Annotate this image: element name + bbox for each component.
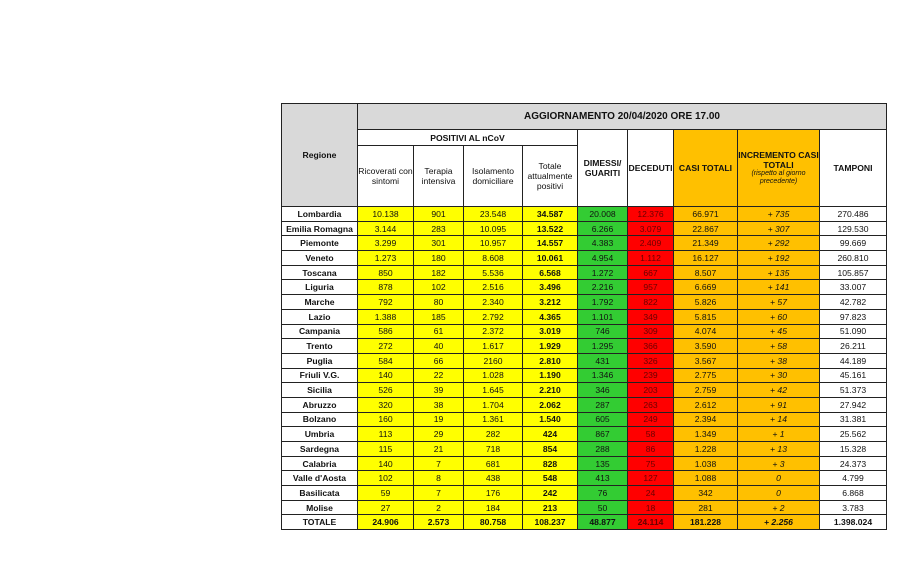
terapia-cell: 8 — [414, 471, 464, 486]
table-row — [282, 397, 887, 412]
dimessi-cell: 20.008 — [578, 207, 628, 222]
dimessi-cell: 1.346 — [578, 368, 628, 383]
totale-positivi-cell: 10.061 — [523, 251, 578, 266]
dimessi-cell: 48.877 — [578, 515, 628, 530]
region-cell: Campania — [282, 324, 358, 339]
ricoverati-cell: 792 — [358, 295, 414, 310]
totale-positivi-cell: 13.522 — [523, 221, 578, 236]
tamponi-cell: 51.090 — [820, 324, 887, 339]
incremento-cell: + 3 — [738, 456, 820, 471]
casi-totali-cell: 181.228 — [674, 515, 738, 530]
table-row — [282, 368, 887, 383]
deceduti-cell: 957 — [628, 280, 674, 295]
totale-positivi-cell: 34.587 — [523, 207, 578, 222]
casi-totali-cell: 21.349 — [674, 236, 738, 251]
casi-totali-cell: 1.349 — [674, 427, 738, 442]
totale-positivi-cell: 6.568 — [523, 265, 578, 280]
casi-totali-header: CASI TOTALI — [674, 130, 738, 207]
casi-totali-cell: 4.074 — [674, 324, 738, 339]
totale-positivi-header: Totale attualmente positivi — [523, 146, 578, 207]
dimessi-cell: 4.383 — [578, 236, 628, 251]
table-row — [282, 280, 887, 295]
table-row — [282, 339, 887, 354]
incremento-cell: + 307 — [738, 221, 820, 236]
terapia-cell: 29 — [414, 427, 464, 442]
deceduti-cell: 1.112 — [628, 251, 674, 266]
region-cell: Basilicata — [282, 486, 358, 501]
dimessi-cell: 346 — [578, 383, 628, 398]
ricoverati-cell: 3.299 — [358, 236, 414, 251]
incremento-cell: 0 — [738, 471, 820, 486]
casi-totali-cell: 16.127 — [674, 251, 738, 266]
totale-positivi-cell: 3.019 — [523, 324, 578, 339]
ricoverati-cell: 27 — [358, 500, 414, 515]
update-title: AGGIORNAMENTO 20/04/2020 ORE 17.00 — [358, 104, 887, 130]
ricoverati-cell: 526 — [358, 383, 414, 398]
totale-positivi-cell: 548 — [523, 471, 578, 486]
table-row — [282, 236, 887, 251]
deceduti-cell: 263 — [628, 397, 674, 412]
terapia-cell: 182 — [414, 265, 464, 280]
region-cell: Valle d'Aosta — [282, 471, 358, 486]
incremento-cell: + 2.256 — [738, 515, 820, 530]
tamponi-cell: 27.942 — [820, 397, 887, 412]
dimessi-cell: 1.101 — [578, 309, 628, 324]
table-row — [282, 412, 887, 427]
terapia-cell: 283 — [414, 221, 464, 236]
dimessi-cell: 1.295 — [578, 339, 628, 354]
casi-totali-cell: 6.669 — [674, 280, 738, 295]
dimessi-cell: 4.954 — [578, 251, 628, 266]
table-row — [282, 251, 887, 266]
incremento-cell: + 45 — [738, 324, 820, 339]
region-cell: TOTALE — [282, 515, 358, 530]
isolamento-cell: 8.608 — [464, 251, 523, 266]
isolamento-cell: 1.704 — [464, 397, 523, 412]
terapia-header: Terapia intensiva — [414, 146, 464, 207]
table-row — [282, 207, 887, 222]
dimessi-cell: 288 — [578, 442, 628, 457]
table-row — [282, 309, 887, 324]
incremento-note: (rispetto al giorno precedente) — [751, 170, 806, 185]
table-row — [282, 383, 887, 398]
deceduti-cell: 86 — [628, 442, 674, 457]
casi-totali-cell: 1.088 — [674, 471, 738, 486]
region-cell: Emilia Romagna — [282, 221, 358, 236]
totals-row — [282, 515, 887, 530]
tamponi-cell: 1.398.024 — [820, 515, 887, 530]
casi-totali-cell: 2.759 — [674, 383, 738, 398]
isolamento-cell: 2.516 — [464, 280, 523, 295]
terapia-cell: 80 — [414, 295, 464, 310]
isolamento-cell: 1.361 — [464, 412, 523, 427]
dimessi-cell: 2.216 — [578, 280, 628, 295]
ricoverati-cell: 1.273 — [358, 251, 414, 266]
totale-positivi-cell: 3.212 — [523, 295, 578, 310]
incremento-cell: + 30 — [738, 368, 820, 383]
terapia-cell: 21 — [414, 442, 464, 457]
region-cell: Sardegna — [282, 442, 358, 457]
deceduti-cell: 58 — [628, 427, 674, 442]
dimessi-cell: 1.272 — [578, 265, 628, 280]
totale-positivi-cell: 14.557 — [523, 236, 578, 251]
ricoverati-cell: 102 — [358, 471, 414, 486]
tamponi-cell: 270.486 — [820, 207, 887, 222]
region-cell: Abruzzo — [282, 397, 358, 412]
incremento-cell: + 14 — [738, 412, 820, 427]
table-row — [282, 486, 887, 501]
region-cell: Liguria — [282, 280, 358, 295]
incremento-cell: + 2 — [738, 500, 820, 515]
ricoverati-header: Ricoverati con sintomi — [358, 146, 414, 207]
incremento-cell: 0 — [738, 486, 820, 501]
ricoverati-cell: 320 — [358, 397, 414, 412]
tamponi-cell: 45.161 — [820, 368, 887, 383]
region-cell: Veneto — [282, 251, 358, 266]
totale-positivi-cell: 828 — [523, 456, 578, 471]
casi-totali-cell: 2.612 — [674, 397, 738, 412]
region-cell: Calabria — [282, 456, 358, 471]
isolamento-cell: 176 — [464, 486, 523, 501]
incremento-cell: + 141 — [738, 280, 820, 295]
casi-totali-cell: 22.867 — [674, 221, 738, 236]
deceduti-cell: 822 — [628, 295, 674, 310]
casi-totali-cell: 3.590 — [674, 339, 738, 354]
deceduti-cell: 12.376 — [628, 207, 674, 222]
totale-positivi-cell: 424 — [523, 427, 578, 442]
tamponi-cell: 26.211 — [820, 339, 887, 354]
terapia-cell: 66 — [414, 353, 464, 368]
terapia-cell: 185 — [414, 309, 464, 324]
region-cell: Toscana — [282, 265, 358, 280]
terapia-cell: 40 — [414, 339, 464, 354]
incremento-cell: + 1 — [738, 427, 820, 442]
isolamento-cell: 10.957 — [464, 236, 523, 251]
tamponi-cell: 129.530 — [820, 221, 887, 236]
incremento-cell: + 60 — [738, 309, 820, 324]
incremento-cell: + 735 — [738, 207, 820, 222]
ricoverati-cell: 586 — [358, 324, 414, 339]
dimessi-cell: 1.792 — [578, 295, 628, 310]
totale-positivi-cell: 3.496 — [523, 280, 578, 295]
incremento-cell: + 135 — [738, 265, 820, 280]
tamponi-cell: 15.328 — [820, 442, 887, 457]
isolamento-header: Isolamento domiciliare — [464, 146, 523, 207]
deceduti-cell: 75 — [628, 456, 674, 471]
terapia-cell: 901 — [414, 207, 464, 222]
totale-positivi-cell: 1.929 — [523, 339, 578, 354]
ricoverati-cell: 24.906 — [358, 515, 414, 530]
region-cell: Lombardia — [282, 207, 358, 222]
terapia-cell: 61 — [414, 324, 464, 339]
dimessi-cell: 76 — [578, 486, 628, 501]
tamponi-cell: 25.562 — [820, 427, 887, 442]
totale-positivi-cell: 2.210 — [523, 383, 578, 398]
tamponi-cell: 31.381 — [820, 412, 887, 427]
table-row — [282, 221, 887, 236]
table-row — [282, 442, 887, 457]
casi-totali-cell: 342 — [674, 486, 738, 501]
incremento-cell: + 57 — [738, 295, 820, 310]
tamponi-cell: 51.373 — [820, 383, 887, 398]
casi-totali-cell: 3.567 — [674, 353, 738, 368]
isolamento-cell: 438 — [464, 471, 523, 486]
region-cell: Umbria — [282, 427, 358, 442]
dimessi-cell: 605 — [578, 412, 628, 427]
casi-totali-cell: 2.394 — [674, 412, 738, 427]
deceduti-cell: 24 — [628, 486, 674, 501]
terapia-cell: 180 — [414, 251, 464, 266]
deceduti-cell: 309 — [628, 324, 674, 339]
incremento-cell: + 38 — [738, 353, 820, 368]
table-body — [282, 207, 887, 530]
terapia-cell: 7 — [414, 456, 464, 471]
ricoverati-cell: 3.144 — [358, 221, 414, 236]
totale-positivi-cell: 854 — [523, 442, 578, 457]
incremento-label: INCREMENTO CASI TOTALI — [738, 150, 819, 170]
deceduti-cell: 24.114 — [628, 515, 674, 530]
dimessi-cell: 746 — [578, 324, 628, 339]
deceduti-cell: 127 — [628, 471, 674, 486]
incremento-header — [738, 130, 820, 207]
totale-positivi-cell: 242 — [523, 486, 578, 501]
covid-table-container — [281, 103, 887, 530]
isolamento-cell: 282 — [464, 427, 523, 442]
deceduti-cell: 3.079 — [628, 221, 674, 236]
isolamento-cell: 80.758 — [464, 515, 523, 530]
incremento-cell: + 192 — [738, 251, 820, 266]
dimessi-cell: 135 — [578, 456, 628, 471]
region-cell: Bolzano — [282, 412, 358, 427]
casi-totali-cell: 5.826 — [674, 295, 738, 310]
dimessi-cell: 50 — [578, 500, 628, 515]
terapia-cell: 2.573 — [414, 515, 464, 530]
isolamento-cell: 718 — [464, 442, 523, 457]
region-cell: Piemonte — [282, 236, 358, 251]
ricoverati-cell: 584 — [358, 353, 414, 368]
deceduti-cell: 249 — [628, 412, 674, 427]
ricoverati-cell: 1.388 — [358, 309, 414, 324]
terapia-cell: 19 — [414, 412, 464, 427]
isolamento-cell: 10.095 — [464, 221, 523, 236]
covid-data-table — [281, 103, 887, 530]
ricoverati-cell: 10.138 — [358, 207, 414, 222]
ricoverati-cell: 850 — [358, 265, 414, 280]
ricoverati-cell: 59 — [358, 486, 414, 501]
totale-positivi-cell: 1.190 — [523, 368, 578, 383]
totale-positivi-cell: 1.540 — [523, 412, 578, 427]
tamponi-cell: 4.799 — [820, 471, 887, 486]
ricoverati-cell: 140 — [358, 368, 414, 383]
isolamento-cell: 184 — [464, 500, 523, 515]
incremento-cell: + 58 — [738, 339, 820, 354]
deceduti-cell: 366 — [628, 339, 674, 354]
dimessi-cell: 413 — [578, 471, 628, 486]
tamponi-header: TAMPONI — [820, 130, 887, 207]
dimessi-header: DIMESSI/ GUARITI — [578, 130, 628, 207]
region-cell: Trento — [282, 339, 358, 354]
deceduti-cell: 203 — [628, 383, 674, 398]
tamponi-cell: 3.783 — [820, 500, 887, 515]
casi-totali-cell: 8.507 — [674, 265, 738, 280]
table-row — [282, 265, 887, 280]
incremento-cell: + 42 — [738, 383, 820, 398]
ricoverati-cell: 160 — [358, 412, 414, 427]
dimessi-cell: 867 — [578, 427, 628, 442]
tamponi-cell: 44.189 — [820, 353, 887, 368]
table-row — [282, 500, 887, 515]
region-cell: Lazio — [282, 309, 358, 324]
terapia-cell: 38 — [414, 397, 464, 412]
ricoverati-cell: 115 — [358, 442, 414, 457]
totale-positivi-cell: 213 — [523, 500, 578, 515]
table-row — [282, 427, 887, 442]
tamponi-cell: 260.810 — [820, 251, 887, 266]
tamponi-cell: 42.782 — [820, 295, 887, 310]
tamponi-cell: 6.868 — [820, 486, 887, 501]
ricoverati-cell: 272 — [358, 339, 414, 354]
tamponi-cell: 33.007 — [820, 280, 887, 295]
table-row — [282, 456, 887, 471]
region-cell: Molise — [282, 500, 358, 515]
isolamento-cell: 1.028 — [464, 368, 523, 383]
terapia-cell: 102 — [414, 280, 464, 295]
isolamento-cell: 1.617 — [464, 339, 523, 354]
totale-positivi-cell: 108.237 — [523, 515, 578, 530]
ricoverati-cell: 878 — [358, 280, 414, 295]
tamponi-cell: 105.857 — [820, 265, 887, 280]
totale-positivi-cell: 4.365 — [523, 309, 578, 324]
isolamento-cell: 5.536 — [464, 265, 523, 280]
dimessi-cell: 6.266 — [578, 221, 628, 236]
totale-positivi-cell: 2.062 — [523, 397, 578, 412]
deceduti-header: DECEDUTI — [628, 130, 674, 207]
region-header: Regione — [282, 104, 358, 207]
casi-totali-cell: 2.775 — [674, 368, 738, 383]
casi-totali-cell: 5.815 — [674, 309, 738, 324]
isolamento-cell: 2160 — [464, 353, 523, 368]
incremento-cell: + 91 — [738, 397, 820, 412]
positivi-header: POSITIVI AL nCoV — [358, 130, 578, 146]
terapia-cell: 22 — [414, 368, 464, 383]
table-row — [282, 324, 887, 339]
terapia-cell: 301 — [414, 236, 464, 251]
incremento-cell: + 13 — [738, 442, 820, 457]
terapia-cell: 7 — [414, 486, 464, 501]
region-cell: Marche — [282, 295, 358, 310]
deceduti-cell: 239 — [628, 368, 674, 383]
table-row — [282, 295, 887, 310]
terapia-cell: 39 — [414, 383, 464, 398]
isolamento-cell: 2.372 — [464, 324, 523, 339]
tamponi-cell: 99.669 — [820, 236, 887, 251]
dimessi-cell: 287 — [578, 397, 628, 412]
casi-totali-cell: 1.228 — [674, 442, 738, 457]
region-cell: Sicilia — [282, 383, 358, 398]
deceduti-cell: 18 — [628, 500, 674, 515]
deceduti-cell: 349 — [628, 309, 674, 324]
table-row — [282, 353, 887, 368]
terapia-cell: 2 — [414, 500, 464, 515]
ricoverati-cell: 113 — [358, 427, 414, 442]
isolamento-cell: 1.645 — [464, 383, 523, 398]
casi-totali-cell: 281 — [674, 500, 738, 515]
region-cell: Puglia — [282, 353, 358, 368]
totale-positivi-cell: 2.810 — [523, 353, 578, 368]
region-cell: Friuli V.G. — [282, 368, 358, 383]
isolamento-cell: 2.792 — [464, 309, 523, 324]
deceduti-cell: 2.409 — [628, 236, 674, 251]
isolamento-cell: 2.340 — [464, 295, 523, 310]
deceduti-cell: 326 — [628, 353, 674, 368]
casi-totali-cell: 66.971 — [674, 207, 738, 222]
dimessi-cell: 431 — [578, 353, 628, 368]
tamponi-cell: 97.823 — [820, 309, 887, 324]
ricoverati-cell: 140 — [358, 456, 414, 471]
casi-totali-cell: 1.038 — [674, 456, 738, 471]
deceduti-cell: 667 — [628, 265, 674, 280]
isolamento-cell: 681 — [464, 456, 523, 471]
table-row — [282, 471, 887, 486]
isolamento-cell: 23.548 — [464, 207, 523, 222]
incremento-cell: + 292 — [738, 236, 820, 251]
tamponi-cell: 24.373 — [820, 456, 887, 471]
